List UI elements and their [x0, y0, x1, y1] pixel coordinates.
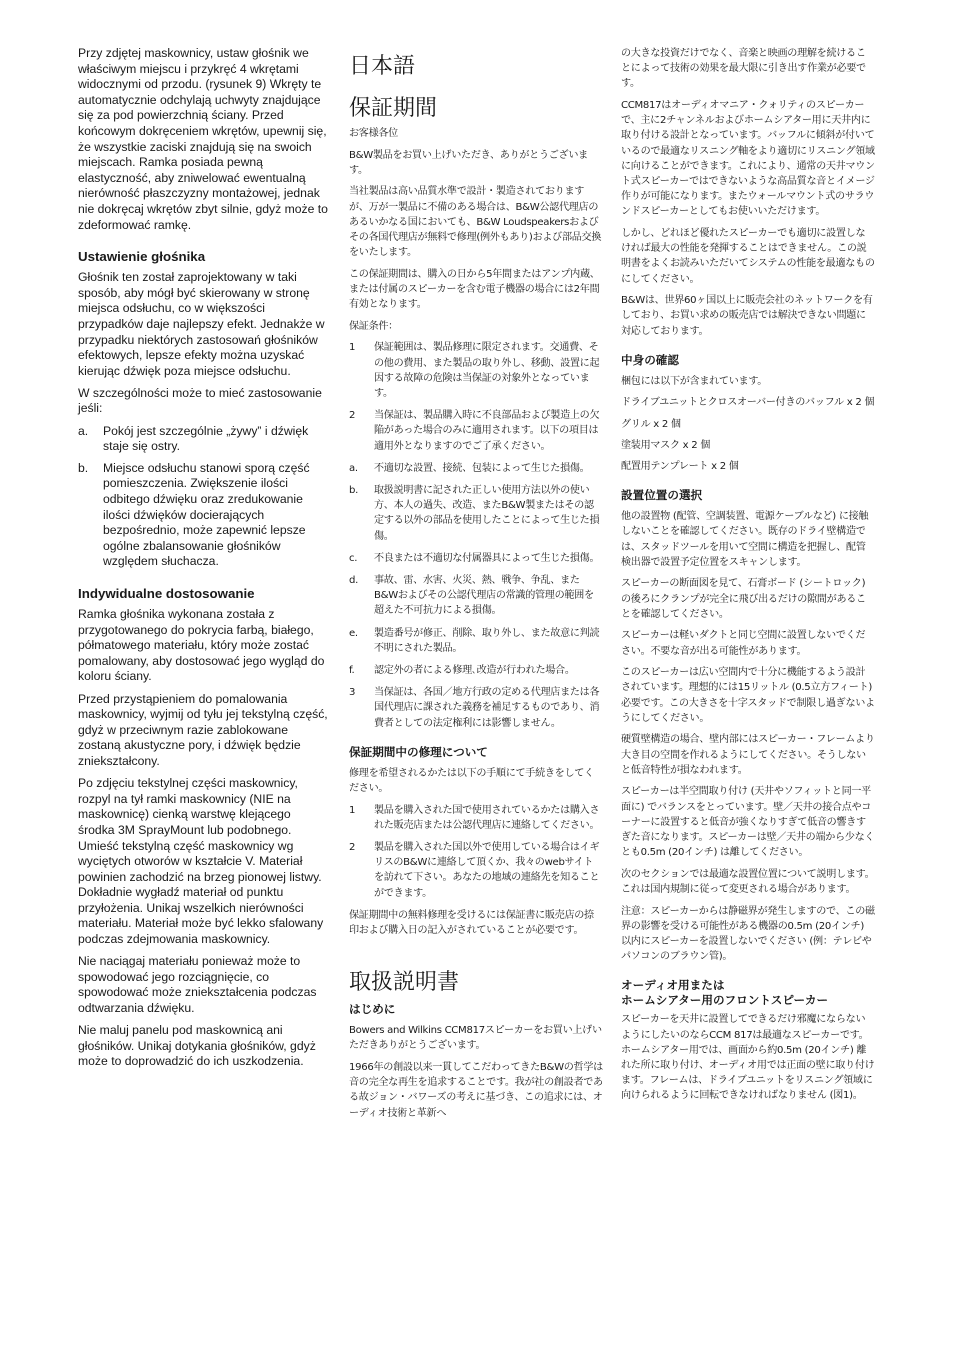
list-item: [349, 483, 603, 544]
paragraph-custom-3: Po zdjęciu tekstylnej części maskownicy, rozpyl na tył ramki maskownicy (NIE na maskownicę) cienką warstwę klejącego środka 3M SprayMount lub podobnego. Umieść tekstylną część maskownicy wg wyciętych otworów w kształcie V. Materiał powinien zachodzić na brzeg pionowej listwy. Dokładnie wygładź materiał od punktu przyłożenia. Unikaj wszelkich nierówności materiału. Materiał może być lekko sfalowany podczas zdejmowania maskownicy.: [78, 776, 324, 947]
list-marker: 1: [349, 804, 356, 816]
paragraph-continued: の大きな投資だけでなく、音楽と映画の理解を続けることによって技術の効果を最大限に引き出す作業が必要です。: [621, 48, 866, 90]
paragraph-cases: W szczególności może to mieć zastosowanie jeśli:: [78, 385, 322, 416]
paragraph-conditions-label: 保証条件：: [349, 320, 398, 332]
paragraph-position-1: 他の設置物 (配管、空調装置、電源ケーブルなど) に接触しないことを確認してください。既存のドライ壁構造では、スタッドツールを用いて空間に構造を把握し、配管検出器で設置予定位置をスキャンします。: [621, 511, 869, 568]
heading-customization: Indywidualne dostosowanie: [78, 586, 255, 601]
contents-item: 配置用テンプレート x 2 個: [621, 461, 739, 473]
paragraph-intro-1: Bowers and Wilkins CCM817スピーカーをお買い上げいただきありがとうございます。: [349, 1025, 602, 1052]
list-marker: 1: [349, 342, 356, 354]
list-item: [78, 461, 330, 570]
paragraph-warranty-period: この保証期間は、購入の日から5年間またはアンプ内蔵、または付属のスピーカーを含む電子機器の場合には2年間有効となります。: [349, 268, 600, 311]
list-item: [349, 803, 603, 833]
warranty-title: 保証期間: [349, 96, 438, 121]
heading-repair: 保証期間中の修理について: [349, 744, 488, 759]
paragraph-intro-2: 1966年の創設以来一貫してこだわってきたB&Wの哲学は音の完全な再生を追求することです。我が社の創設者である故ジョン・バワーズの考えに基づき、この追求には、オーディオ技術と革新へ: [349, 1062, 603, 1119]
list-marker: 2: [349, 842, 356, 854]
paragraph-network: B&Wは、世界60ヶ国以上に販売会社のネットワークを有しており、お買い求めの販売店では解決できない問題に対応しております。: [621, 295, 873, 337]
list-text: 不適切な設置、接続、包装によって生じた損傷。: [374, 462, 590, 474]
paragraph-installation-note: しかし、どれほど優れたスピーカーでも適切に設置しなければ最大の性能を発揮することはできません。この説明書をよくお読みいただいてシステムの性能を最適なものにしてください。: [621, 228, 875, 285]
list-item: [349, 840, 603, 901]
list-item: [349, 461, 603, 476]
column-polish: [78, 46, 330, 1077]
list-item: [349, 340, 603, 401]
paragraph-custom-4: Nie naciągaj materiału ponieważ może to spowodować jego rozciągnięcie, co spowodować może zniekształcenia podczas odtwarzania dźwięku.: [78, 954, 317, 1016]
list-cases: [78, 424, 330, 570]
list-marker: a.: [78, 423, 89, 438]
list-item: [349, 408, 603, 454]
paragraph-repair: 修理を希望されるかたは以下の手順にて手続きをしてください。: [349, 767, 594, 795]
list-text: 当保証は、製品購入時に不良部品および製造上の欠陥があった場合のみに適用されます。以下の項目は適用外となりますのでご了承ください。: [374, 410, 600, 452]
paragraph-position-2: スピーカーの断面図を見て、石膏ボード (シートロック) の後ろにクランプが完全に飛び出るだけの隙間があることを確認してください。: [621, 578, 866, 620]
paragraph-thanks: B&W製品をお買い上げいただき、ありがとうございます。: [349, 149, 588, 176]
paragraph-setup: Głośnik ten został zaprojektowany w taki sposób, aby mógł być skierowany w stronę miejsca odsłuchu, co w większości przypadków daje najlepszy efekt. Jednakże w przypadku niektórych zastosowań głośników efektowych, lepsze efekty można uzyskać kierując dźwięk poza miejsce odsłuchu.: [78, 270, 325, 378]
paragraph-custom-1: Ramka głośnika wykonana została z przygotowanego do pokrycia farbą, białego, półmatowego materiału, który może zostać pomalowany, aby dostosować jego wygląd do koloru ściany.: [78, 607, 325, 684]
column-japanese-warranty: [349, 46, 603, 1127]
list-text: Miejsce odsłuchu stanowi sporą część pomieszczenia. Zwiększenie ilości odbitego dźwięku oraz zredukowanie ilości dźwięków docierających bezpośrednio, może zapewnić lepsze ogólne zbalansowanie głośników względem słuchacza.: [103, 460, 310, 569]
heading-position: 設置位置の選択: [621, 488, 703, 503]
paragraph-position-7: 次のセクションでは最適な設置位置について説明します。これは国内規制に従って変更される場合があります。: [621, 868, 875, 896]
list-text: Pokój jest szczególnie „żywy” i dźwięk staje się ostry.: [103, 423, 309, 454]
list-marker: e.: [349, 627, 358, 639]
paragraph-repair-note: 保証期間中の無料修理を受けるには保証書に販売店の捺印および購入日の記入がされていることが必要です。: [349, 909, 594, 937]
list-text: 製造番号が修正、削除、取り外し、また故意に判読不明にされた製品。: [374, 627, 600, 654]
heading-speaker-setup: Ustawienie głośnika: [78, 249, 206, 265]
list-marker: c.: [349, 552, 358, 564]
list-marker: b.: [78, 460, 89, 475]
list-marker: d.: [349, 575, 359, 587]
list-repair-steps: [349, 803, 603, 901]
list-item: [349, 663, 603, 678]
paragraph-warranty-scope: 当社製品は高い品質水準で設計・製造されておりますが、万が一製品に不備のある場合は、B&W公認代理店のあるいかなる国においても、B&W Loudspeakersおよびその各国代理店が無料で修理(例外もあり)および部品交換をいたします。: [349, 186, 602, 259]
list-item: [349, 551, 603, 566]
heading-front-speaker: [621, 978, 875, 1008]
list-text: 製品を購入された国で使用されているかたは購入された販売店または公認代理店に連絡してください。: [374, 804, 600, 831]
list-marker: 3: [349, 687, 356, 699]
paragraph-position-5: 硬質壁構造の場合、壁内部にはスピーカー・フレームより大き目の空間を作れるようにしてください。そうしないと低音特性が損なわれます。: [621, 734, 875, 776]
heading-introduction: はじめに: [349, 1002, 396, 1017]
paragraph-greeting: お客様各位: [349, 128, 398, 139]
list-warranty-conditions: [349, 340, 603, 730]
contents-item: ドライブユニットとクロスオーバー付きのバッフル x 2 個: [621, 397, 875, 409]
list-item: [78, 424, 330, 455]
list-item: [349, 573, 603, 619]
list-text: 製品を購入された国以外で使用している場合はイギリスのB&Wに連絡して頂くか、我々のwebサイトを訪れて下さい。あなたの地域の連絡先を知ることができます。: [374, 842, 600, 899]
list-text: 不良または不適切な付属器具によって生じた損傷。: [374, 552, 600, 564]
list-marker: b.: [349, 485, 359, 497]
list-text: 保証範囲は、製品修理に限定されます。交通費、その他の費用、また製品の取り外し、移動、設置に起因する故障の危険は当保証の対象外となっています。: [374, 342, 600, 399]
heading-front-speaker-line-1: オーディオ用または: [621, 978, 725, 993]
paragraph-mounting: Przy zdjętej maskownicy, ustaw głośnik we właściwym miejscu i przykręć 4 wkrętami widocznymi od przodu. (rysunek 9) Wkręty te automatycznie odchylają uchwyty znajdujące się za pod powierzchnią ściany. Przed końcowym dokręceniem wkrętów, upewnij się, że wszystkie zaciski znajdują się na swoich miejscach. Ramka posiada pewną elastyczność, aby zniwelować ewentualną nierówność płaszczyzny montażowej, jednak nie dokręcaj wkrętów zbyt silnie, gdyż może to zdeformować ramkę.: [78, 46, 328, 232]
manual-title: 取扱説明書: [349, 970, 460, 996]
column-japanese-manual: [621, 46, 875, 1110]
list-marker: f.: [349, 665, 355, 677]
paragraph-front-speaker: スピーカーを天井に設置してできるだけ邪魔にならないようにしたいのならCCM 817は最適なスピーカーです。ホームシアター用では、画面から約0.5m (20インチ) 離れた所に取り付け、オーディオ用では正面の壁に取り付けます。フレームは、ドライブユニットをリスニング領域に向けられるように回転できなければなりません (図1)。: [621, 1014, 875, 1102]
list-text: 事故、雷、水害、火災、熱、戦争、争乱、またB&Wおよびその公認代理店の常識的管理の範囲を超えた不可抗力による損傷。: [374, 575, 594, 617]
list-marker: 2: [349, 410, 356, 422]
list-text: 当保証は、各国／地方行政の定める代理店または各国代理店に課された義務を補足するものであり、消費者としての法定権利には影響しません。: [374, 687, 600, 729]
paragraph-custom-5: Nie maluj panelu pod maskownicą ani głośników. Unikaj dotykania głośników, gdyż może to doprowadzić do ich uszkodzenia.: [78, 1023, 316, 1069]
list-item: [349, 626, 603, 656]
paragraph-position-8: 注意：スピーカーからは静磁界が発生しますので、この磁界の影響を受ける可能性がある機器の0.5m (20インチ) 以内にスピーカーを設置しないでください (例：テレビやパソコンのブラウン管)。: [621, 905, 875, 963]
list-text: 認定外の者による修理､改造が行われた場合。: [374, 665, 575, 677]
list-item: [349, 685, 603, 731]
contents-item: グリル x 2 個: [621, 418, 681, 430]
list-marker: a.: [349, 462, 358, 474]
contents-item: 塗装用マスク x 2 個: [621, 439, 711, 451]
heading-front-speaker-line-2: ホームシアター用のフロントスピーカー: [621, 993, 829, 1008]
paragraph-custom-2: Przed przystąpieniem do pomalowania maskownicy, wyjmij od tyłu jej tekstylną część, gdyż w przeciwnym razie zablokowane zostaną akustyczne pory, i dźwięk będzie zniekształcony.: [78, 691, 328, 768]
heading-contents: 中身の確認: [621, 352, 679, 367]
paragraph-contents: 梱包には以下が含まれています。: [621, 375, 768, 387]
paragraph-position-4: このスピーカーは広い空間内で十分に機能するよう設計されています。理想的には15リットル (0.5立方フィート) 必要です。この大きさを十字スタッドで制限し過ぎないようにしてください。: [621, 667, 875, 724]
language-title: 日本語: [349, 54, 416, 79]
paragraph-ccm817: CCM817はオーディオマニア・クォリティのスピーカーで、主に2チャンネルおよびホームシアター用に天井内に取り付ける設計となっています。バッフルに傾斜が付いているので最適なリスニング軸をより適切にリスニング領域に向けることができます。これにより、通常の天井マウント式スピーカーではできないような高品質な音とイメージ作りが可能になります。またウォールマウント式のサラウンドスピーカーとしてもお使いいただけます。: [621, 100, 875, 218]
paragraph-position-3: スピーカーは軽いダクトと同じ空間に設置しないでください。不要な音が出る可能性があります。: [621, 630, 866, 657]
paragraph-position-6: スピーカーは半空間取り付け (天井やソフィットと同一平面に) でバランスをとっています。壁／天井の接合点やコーナーに設置すると低音が強くなりすぎて低音の響きすぎた音になります。スピーカーは壁／天井の端から少なくとも0.5m (20インチ) は離してください。: [621, 786, 875, 859]
list-text: 取扱説明書に記された正しい使用方法以外の使い方、本人の過失、改造、またB&W製またはその認定する以外の部品を使用したことによって生じた損傷。: [374, 485, 600, 542]
